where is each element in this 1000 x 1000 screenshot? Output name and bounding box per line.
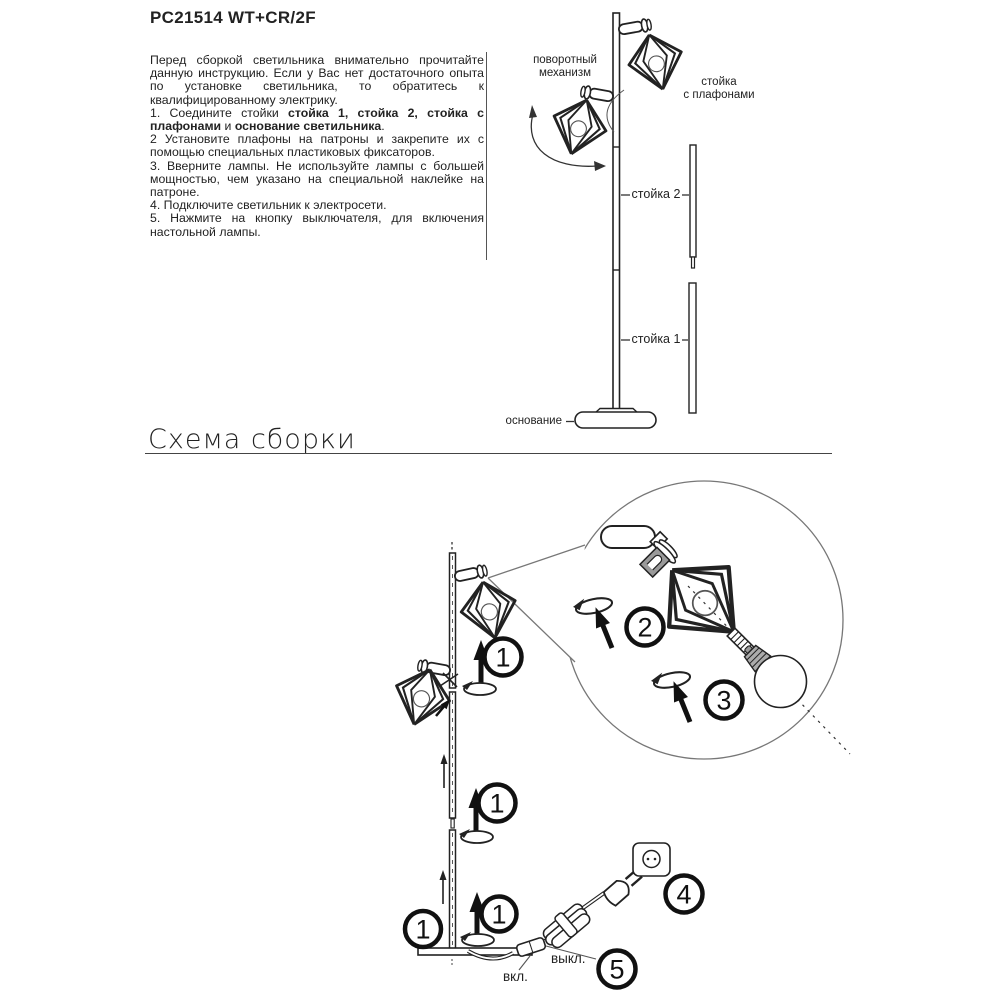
step-badge-1d bbox=[405, 911, 441, 947]
label-leader-lines bbox=[566, 195, 689, 422]
thin-up-arrow-2 bbox=[440, 870, 447, 904]
stand1-label: стойка 1 bbox=[631, 332, 681, 346]
instruction-intro-text: Перед сборкой светильника внимательно прочитайте данную инструкцию. Если у Вас нет достаточного опыта по установке светильника, то обратитесь к квалифицированному электрику. bbox=[150, 53, 484, 107]
step1-bold-parts: стойка 1, стойка 2, стойка с плафонами bbox=[150, 105, 484, 134]
step1-bold-base: основание светильника bbox=[234, 119, 382, 134]
switch-off-label: выкл. bbox=[551, 951, 586, 966]
rotary-mechanism-label bbox=[512, 54, 618, 80]
instruction-step-2: 2 Установите плафоны на патроны и закрепите их с помощью специальных пластиковых фиксаторов. bbox=[150, 132, 484, 160]
step-badge-5 bbox=[599, 951, 636, 988]
rotary-mechanism-line1: поворотный bbox=[533, 54, 597, 66]
thin-up-arrow-1 bbox=[441, 754, 448, 788]
rotary-mechanism-line2: механизм bbox=[538, 67, 592, 79]
spare-rod-stand2 bbox=[690, 145, 696, 268]
svg-text:4: 4 bbox=[676, 879, 692, 910]
instruction-intro bbox=[150, 54, 484, 107]
spare-rod-stand1 bbox=[689, 283, 696, 413]
shade-stand-line2: с плафонами bbox=[683, 89, 755, 101]
stand2-label: стойка 2 bbox=[631, 187, 681, 201]
lower-lamp-shade-icon bbox=[545, 93, 612, 162]
svg-text:3: 3 bbox=[716, 685, 732, 716]
step-badge-3 bbox=[706, 682, 743, 719]
inline-switch bbox=[516, 937, 546, 957]
shade-stand-line1: стойка bbox=[701, 76, 737, 88]
text-divider-line bbox=[486, 52, 487, 260]
step1-end: . bbox=[381, 119, 385, 134]
instruction-step-1 bbox=[150, 107, 484, 133]
page-title: PC21514 WT+CR/2F bbox=[150, 8, 316, 27]
lamp-base bbox=[575, 409, 656, 429]
svg-text:2: 2 bbox=[637, 612, 653, 643]
switch-on-label: вкл. bbox=[503, 969, 528, 984]
svg-text:1: 1 bbox=[489, 788, 505, 819]
step-badge-4 bbox=[666, 876, 703, 913]
svg-text:1: 1 bbox=[491, 899, 507, 930]
base-label: основание bbox=[505, 415, 562, 427]
heading-underline bbox=[145, 453, 832, 454]
instructions-block bbox=[150, 54, 484, 239]
svg-text:1: 1 bbox=[495, 642, 511, 673]
assembly-diagram bbox=[380, 460, 880, 1000]
step-badge-2 bbox=[627, 609, 664, 646]
instruction-step-4: 4. Подключите светильник к электросети. bbox=[150, 198, 387, 213]
instruction-step-3: 3. Вверните лампы. Не используйте лампы с большей мощностью, чем указано на специальной наклейке на патроне. bbox=[150, 158, 484, 200]
svg-text:1: 1 bbox=[415, 914, 431, 945]
shade-stand-label bbox=[665, 76, 773, 102]
assembly-upper-arm-icon bbox=[454, 564, 488, 583]
rotation-arc bbox=[529, 90, 624, 171]
step1-pre: 1. Соедините стойки bbox=[150, 105, 288, 120]
assembly-pole bbox=[450, 542, 456, 949]
step1-mid: и bbox=[221, 119, 235, 134]
section-heading: Схема сборки bbox=[148, 424, 356, 455]
instruction-step-5: 5. Нажмите на кнопку выключателя, для включения настольной лампы. bbox=[150, 211, 484, 239]
wall-socket-icon bbox=[633, 843, 670, 876]
svg-text:5: 5 bbox=[609, 954, 625, 985]
upper-lamp-arm-icon bbox=[618, 18, 652, 36]
step-badge-1b bbox=[479, 785, 516, 822]
step-badge-1c bbox=[482, 897, 517, 932]
step-badge-1a bbox=[485, 639, 522, 676]
